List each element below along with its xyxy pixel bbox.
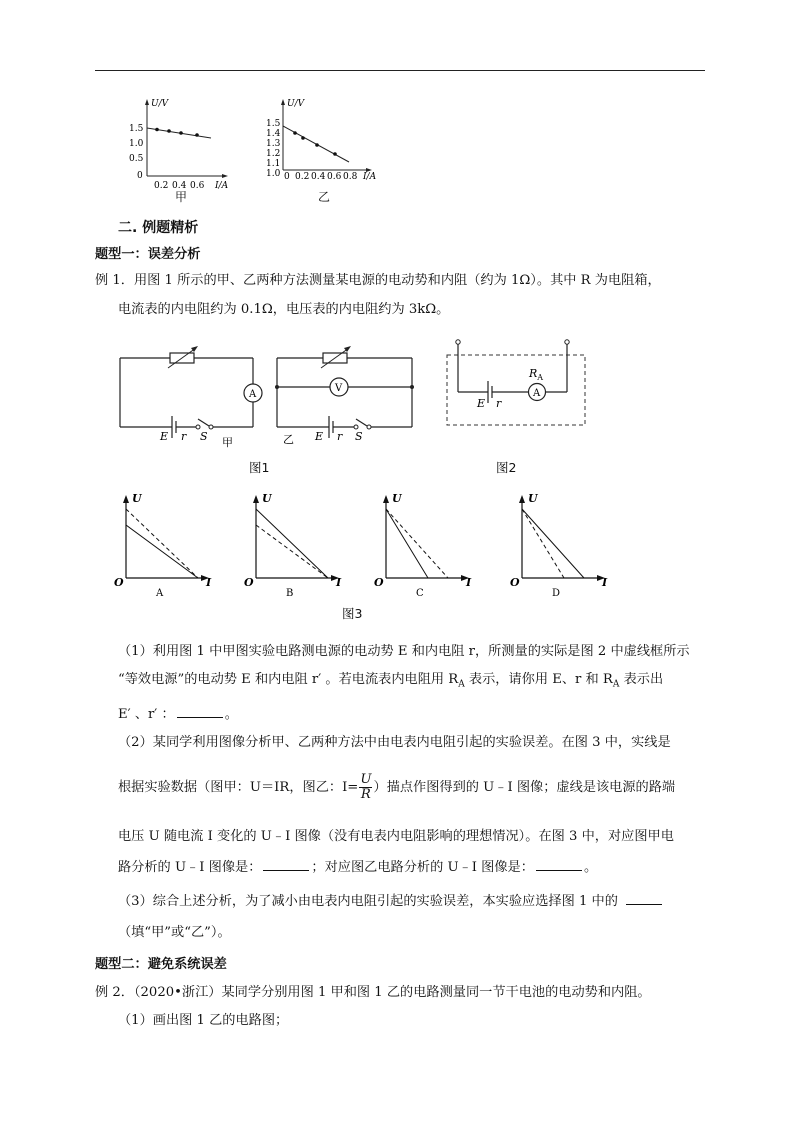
panel-c-label: C	[416, 588, 424, 599]
axis-i-label: I	[466, 576, 472, 589]
figure3-panel-b	[244, 492, 342, 599]
q1-answer-blank[interactable]	[177, 705, 223, 718]
figure3-caption: 图3	[342, 606, 363, 621]
q1-line3: E′ 、r′ ： 。	[118, 707, 238, 722]
ra-label: $R_A$	[529, 367, 544, 382]
graph-jia-caption: 甲	[175, 190, 188, 204]
graph-jia	[125, 98, 235, 198]
graph-yi	[265, 98, 385, 198]
emf-label: E	[160, 430, 169, 443]
graph-yi-xlabel: I/A	[363, 172, 377, 182]
graph-jia-xtick: 0.2	[154, 181, 169, 191]
fraction-u-over-r: $\frac{U}{R}$	[360, 772, 372, 802]
axis-i-label: I	[206, 576, 212, 589]
emf-label: E	[315, 430, 324, 443]
axis-u-label: U	[132, 492, 142, 505]
graph-yi-ytick: 1.3	[266, 139, 281, 149]
graph-yi-ytick: 1.1	[266, 159, 281, 169]
resistance-label: r	[496, 397, 502, 410]
q3-answer-blank[interactable]	[626, 892, 662, 905]
switch-label: S	[355, 430, 363, 443]
graph-yi-xtick: 0.2	[295, 172, 310, 182]
axis-u-label: U	[262, 492, 272, 505]
graph-yi-ytick: 1.2	[266, 149, 281, 159]
graph-yi-xtick: 0.8	[343, 172, 358, 182]
q3-line1: （3）综合上述分析，为了减小由电表内电阻引起的实验误差，本实验应选择图 1 中的	[118, 892, 664, 911]
graph-yi-caption: 乙	[318, 190, 331, 204]
type2-title: 题型二：避免系统误差	[95, 957, 227, 972]
panel-b-label: B	[286, 588, 294, 599]
graph-jia-xlabel: I/A	[215, 181, 229, 191]
header-rule	[95, 70, 705, 71]
example2-q1: （1）画出图 1 乙的电路图；	[118, 1013, 289, 1028]
q3-line2: （填“甲”或“乙”）。	[118, 925, 231, 940]
origin-label: O	[374, 576, 384, 589]
graph-jia-ytick: 0.5	[129, 154, 144, 164]
figure1-caption: 图1	[249, 460, 270, 475]
axis-i-label: I	[602, 576, 608, 589]
figure2-caption: 图2	[496, 460, 517, 475]
graph-jia-ytick: 1.5	[129, 124, 144, 134]
panel-d-label: D	[552, 588, 561, 599]
ammeter-label: A	[533, 388, 541, 399]
graph-yi-xtick: 0.6	[327, 172, 342, 182]
figure1-jia-label: 甲	[222, 436, 233, 449]
origin-label: O	[114, 576, 124, 589]
example1-line1: 例 1．用图 1 所示的甲、乙两种方法测量某电源的电动势和内阻（约为 1Ω）。其中 R 为电阻箱，	[95, 273, 661, 288]
graph-yi-ytick: 1.5	[266, 119, 281, 129]
q2-answer-blank-yi[interactable]	[536, 858, 582, 871]
figure3-panel-d	[510, 492, 608, 599]
type1-title: 题型一：误差分析	[95, 247, 201, 262]
q2-answer-blank-jia[interactable]	[263, 858, 309, 871]
graph-jia-xtick: 0.6	[190, 181, 205, 191]
graph-yi-ytick: 1.4	[266, 129, 281, 139]
figure3-panels	[110, 490, 610, 605]
graph-jia-ylabel: U/V	[151, 99, 169, 109]
switch-label: S	[200, 430, 208, 443]
q1-line2: “等效电源”的电动势 E 和内电阻 r′ 。若电流表内电阻用 $R_A$ 表示，请你用 E、r 和 $R_A$ 表示出	[118, 672, 664, 690]
graph-yi-origin: 0	[284, 172, 290, 182]
figure1-jia-circuit	[118, 340, 273, 450]
axis-u-label: U	[392, 492, 402, 505]
example1-line2: 电流表的内电阻约为 0.1Ω，电压表的内电阻约为 3kΩ。	[118, 302, 450, 317]
axis-u-label: U	[528, 492, 538, 505]
resistance-label: r	[181, 430, 187, 443]
q2-line3: 电压 U 随电流 I 变化的 U﹣I 图像（没有电表内电阻影响的理想情况）。在图 3 中，对应图甲电	[118, 829, 674, 844]
graph-jia-ytick: 1.0	[129, 139, 144, 149]
voltmeter-label: V	[335, 383, 343, 394]
origin-label: O	[510, 576, 520, 589]
figure2-equivalent-source	[445, 335, 590, 430]
example2-line1: 例 2．（2020•浙江）某同学分别用图 1 甲和图 1 乙的电路测量同一节干电池的电动势和内阻。	[95, 985, 651, 1000]
figure1-yi-circuit	[275, 340, 420, 455]
figure3-panel-a	[114, 492, 212, 599]
q2-line1: （2）某同学利用图像分析甲、乙两种方法中由电表内电阻引起的实验误差。在图 3 中，实线是	[118, 735, 671, 750]
q2-line4: 路分析的 U﹣I 图像是： ；对应图乙电路分析的 U﹣I 图像是： 。	[118, 860, 598, 875]
panel-a-label: A	[156, 588, 164, 599]
resistance-label: r	[337, 430, 343, 443]
q2-line2: 根据实验数据（图甲：U＝IR，图乙：I= $\frac{U}{R}$ ）描点作图得到的 U﹣I 图像；虚线是该电源的路端	[118, 772, 676, 802]
figure3-panel-c	[374, 492, 472, 599]
graph-yi-ylabel: U/V	[287, 99, 305, 109]
axis-i-label: I	[336, 576, 342, 589]
graph-yi-xtick: 0.4	[311, 172, 326, 182]
figure1-yi-label: 乙	[283, 433, 294, 446]
origin-label: O	[244, 576, 254, 589]
graph-yi-ytick: 1.0	[266, 169, 281, 179]
ammeter-label: A	[249, 389, 257, 400]
section-title: 二. 例题精析	[118, 220, 199, 236]
graph-jia-xtick: 0.4	[172, 181, 187, 191]
q1-line1: （1）利用图 1 中甲图实验电路测电源的电动势 E 和内电阻 r，所测量的实际是图 2 中虚线框所示	[118, 644, 690, 659]
emf-label: E	[477, 397, 486, 410]
graph-jia-origin: 0	[137, 171, 143, 181]
